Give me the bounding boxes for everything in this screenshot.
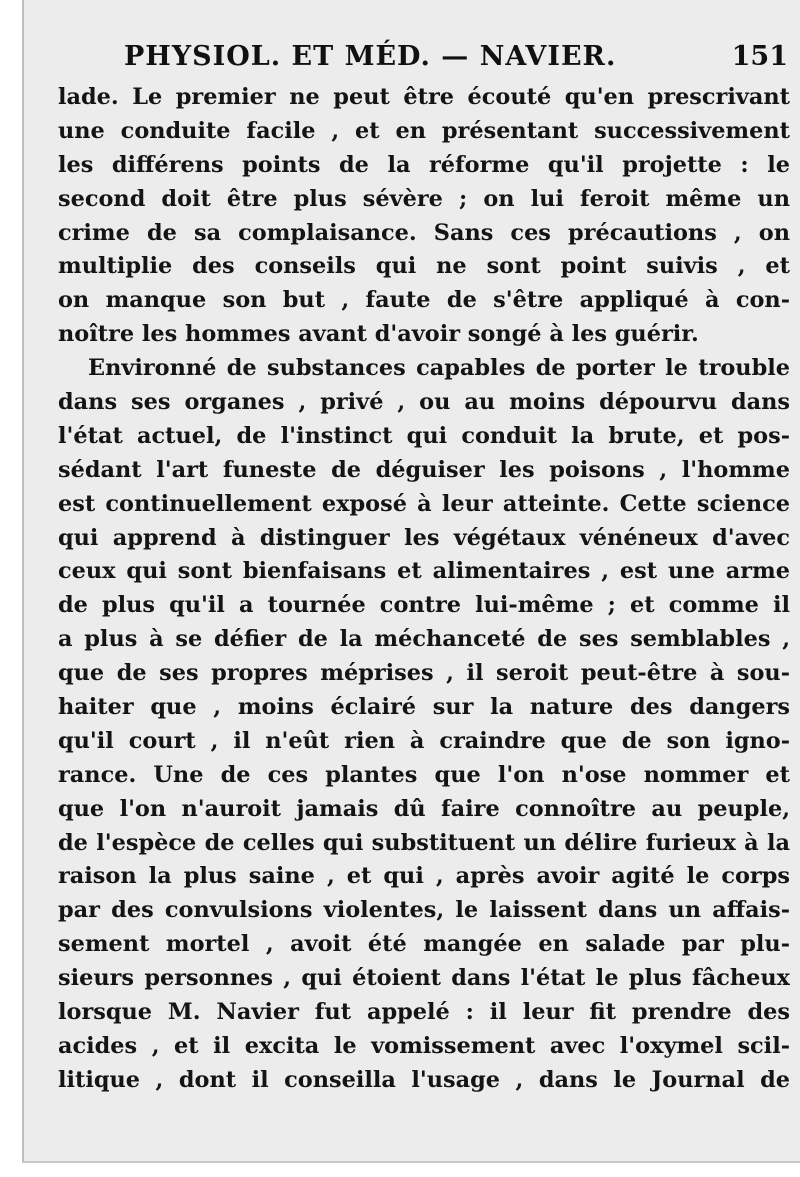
text-line: multiplie des conseils qui ne sont point suivis , et xyxy=(58,253,790,280)
text-line: sement mortel , avoit été mangée en salade par plu- xyxy=(58,931,790,958)
text-line: sédant l'art funeste de déguiser les poisons , l'homme xyxy=(58,456,790,483)
body-text xyxy=(58,81,790,1098)
text-line: second doit être plus sévère ; on lui feroit même un xyxy=(58,185,790,212)
text-line: noître les hommes avant d'avoir songé à les guérir. xyxy=(58,321,699,348)
text-line: rance. Une de ces plantes que l'on n'ose nommer et xyxy=(58,761,790,788)
text-line: est continuellement exposé à leur atteinte. Cette science xyxy=(58,490,790,517)
text-line: une conduite facile , et en présentant successivement xyxy=(58,117,790,144)
text-line: litique , dont il conseilla l'usage , dans le Journal de xyxy=(58,1066,790,1093)
paragraph-start-line: Environné de substances capables de porter le trouble xyxy=(88,355,790,382)
text-line: crime de sa complaisance. Sans ces précautions , on xyxy=(58,219,790,246)
text-line: haiter que , moins éclairé sur la nature des dangers xyxy=(58,694,790,721)
text-line: par des convulsions violentes, le laissent dans un affais- xyxy=(58,897,790,924)
text-line: qu'il court , il n'eût rien à craindre que de son igno- xyxy=(58,727,790,754)
text-line: de l'espèce de celles qui substituent un délire furieux à la xyxy=(58,829,790,856)
book-page xyxy=(22,0,800,1163)
text-line: qui apprend à distinguer les végétaux vénéneux d'avec xyxy=(58,524,790,551)
text-line: lorsque M. Navier fut appelé : il leur fit prendre des xyxy=(58,999,790,1026)
text-line: sieurs personnes , qui étoient dans l'état le plus fâcheux xyxy=(58,965,790,992)
running-head: PHYSIOL. ET MÉD. — NAVIER. xyxy=(124,41,617,72)
text-line: lade. Le premier ne peut être écouté qu'en prescrivant xyxy=(58,84,790,110)
text-line: que de ses propres méprises , il seroit peut-être à sou- xyxy=(58,660,790,687)
text-line: les différens points de la réforme qu'il projette : le xyxy=(58,151,790,178)
text-line: acides , et il excita le vomissement avec l'oxymel scil- xyxy=(58,1032,790,1059)
text-line: dans ses organes , privé , ou au moins dépourvu dans xyxy=(58,389,790,416)
text-line: on manque son but , faute de s'être appliqué à con- xyxy=(58,287,790,314)
text-line: l'état actuel, de l'instinct qui conduit la brute, et pos- xyxy=(58,422,790,449)
text-line: de plus qu'il a tournée contre lui-même ; et comme il xyxy=(58,592,790,619)
text-line: a plus à se défier de la méchanceté de ses semblables , xyxy=(58,626,790,653)
text-line: raison la plus saine , et qui , après avoir agité le corps xyxy=(58,863,790,890)
page-number: 151 xyxy=(731,41,788,72)
text-line: ceux qui sont bienfaisans et alimentaires , est une arme xyxy=(58,558,790,585)
text-line: que l'on n'auroit jamais dû faire connoître au peuple, xyxy=(58,795,790,822)
page-header xyxy=(24,41,800,81)
